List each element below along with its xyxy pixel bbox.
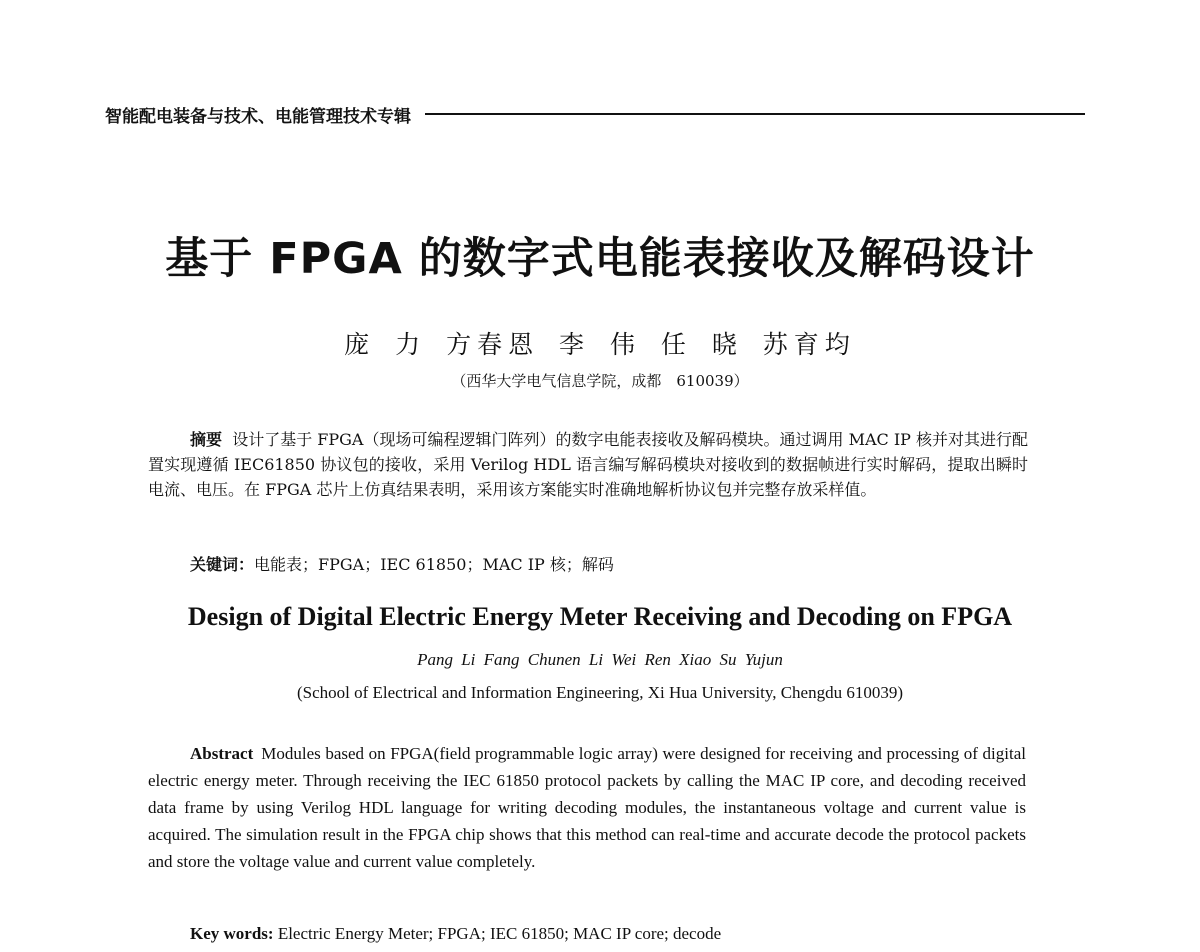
authors-cn: 庞 力 方春恩 李 伟 任 晓 苏育均 xyxy=(344,330,856,359)
abstract-en-text: Modules based on FPGA(field programmable logic array) were designed for receiving and processing of digital electric energy meter. Through receiving the IEC 61850 protocol packets by calling the MAC IP core, and decoding received data frame by using Verilog HDL language for writing decoding modules, the instantaneous voltage and current value is acquired. The simulation result in the FPGA chip shows that this method can real-time and accurate decode the protocol packets and store the voltage value and current value completely. xyxy=(148,744,1026,871)
paper-title-en: Design of Digital Electric Energy Meter Receiving and Decoding on FPGA xyxy=(187,602,1013,631)
header-rule xyxy=(425,113,1085,115)
affiliation-en: (School of Electrical and Information Engineering, Xi Hua University, Chengdu 610039) xyxy=(296,683,904,702)
keywords-en-label: Key words: xyxy=(190,924,274,943)
journal-section-title: 智能配电装备与技术、电能管理技术专辑 xyxy=(105,106,411,127)
affiliation-cn: （西华大学电气信息学院，成都 610039） xyxy=(451,372,749,390)
keywords-cn-label: 关键词： xyxy=(190,555,255,574)
keywords-cn-text: 电能表；FPGA；IEC 61850；MAC IP 核；解码 xyxy=(254,555,614,574)
keywords-cn xyxy=(190,552,614,575)
abstract-en-label: Abstract xyxy=(190,744,254,763)
abstract-cn-label: 摘要 xyxy=(190,430,223,449)
abstract-en xyxy=(148,740,1026,875)
keywords-en xyxy=(190,924,721,944)
paper-title-cn: 基于 FPGA 的数字式电能表接收及解码设计 xyxy=(165,234,1035,284)
running-header xyxy=(105,100,1085,128)
keywords-en-text: Electric Energy Meter; FPGA; IEC 61850; MAC IP core; decode xyxy=(277,924,722,943)
authors-en: Pang Li Fang Chunen Li Wei Ren Xiao Su Yujun xyxy=(417,650,783,669)
abstract-cn xyxy=(148,427,1028,502)
abstract-cn-text: 设计了基于 FPGA（现场可编程逻辑门阵列）的数字电能表接收及解码模块。通过调用 MAC IP 核并对其进行配置实现遵循 IEC61850 协议包的接收，采用 Verilog HDL 语言编写解码模块对接收到的数据帧进行实时解码，提取出瞬时电流、电压。在 FPGA 芯片上仿真结果表明，采用该方案能实时准确地解析协议包并完整存放采样值。 xyxy=(148,430,1029,499)
